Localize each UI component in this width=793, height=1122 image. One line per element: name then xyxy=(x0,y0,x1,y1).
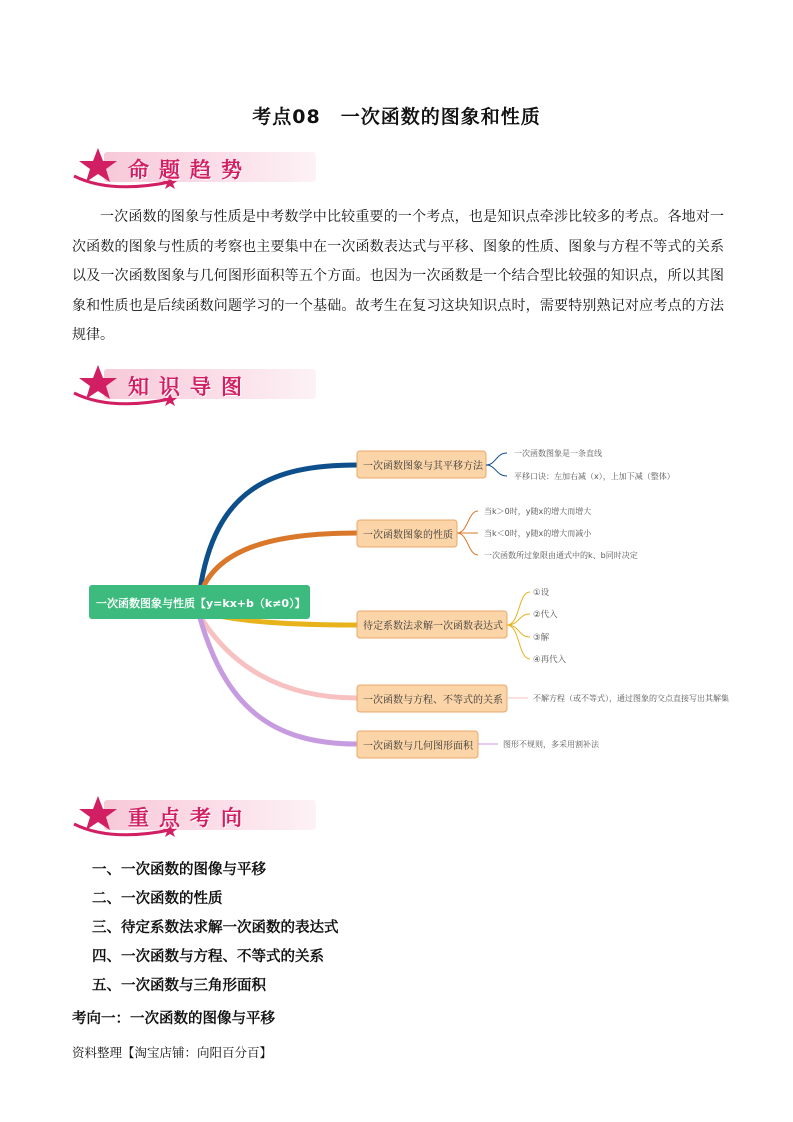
mindmap-node-label-5: 一次函数与几何图形面积 xyxy=(363,741,473,752)
focus-list-item: 三、待定系数法求解一次函数的表达式 xyxy=(92,920,339,936)
section-header-focus xyxy=(70,794,260,840)
subsection-heading: 考向一：一次函数的图像与平移 xyxy=(72,1011,275,1027)
focus-list-item: 五、一次函数与三角形面积 xyxy=(92,978,266,994)
focus-list-item: 四、一次函数与方程、不等式的关系 xyxy=(92,949,324,965)
mindmap-root-label: 一次函数图象与性质【y=kx+b（k≠0）】 xyxy=(96,597,306,610)
section-header-map xyxy=(70,363,260,409)
mindmap-leaf: 当k＜0时，y随x的增大而减小 xyxy=(484,529,592,538)
section-title: 知识导图 xyxy=(128,375,252,399)
branch-line-4 xyxy=(200,616,357,698)
footer-note: 资料整理【淘宝店铺：向阳百分百】 xyxy=(72,1045,273,1060)
mindmap-leaf: ①设 xyxy=(533,588,550,598)
intro-paragraph: 一次函数的图象与性质是中考数学中比较重要的一个考点，也是知识点牵涉比较多的考点。各地对一次函数的图象与性质的考察也主要集中在一次函数表达式与平移、图象的性质、图象与方程不等式的关系以及一次函数图象与几何图形面积等五个方面。也因为一次函数是一个结合型比较强的知识点，所以其图象和性质也是后续函数问题学习的一个基础。故考生在复习这块知识点时，需要特别熟记对应考点的方法规律。 xyxy=(72,209,724,343)
section-header-trend xyxy=(70,146,260,192)
mindmap-leaf: 不解方程（或不等式），通过图象的交点直接写出其解集 xyxy=(533,694,729,703)
leaf-connector xyxy=(507,592,530,659)
section-title: 命题趋势 xyxy=(128,158,252,182)
focus-list-item: 一、一次函数的图像与平移 xyxy=(92,862,266,878)
leaf-connector xyxy=(486,453,507,476)
mindmap-node-label-1: 一次函数图象与其平移方法 xyxy=(363,461,483,472)
mindmap-node-label-3: 待定系数法求解一次函数表达式 xyxy=(363,621,503,632)
mindmap-leaf: ②代入 xyxy=(533,610,558,620)
mind-map xyxy=(0,430,793,770)
section-title: 重点考向 xyxy=(128,806,252,830)
mindmap-leaf: 一次函数图象是一条直线 xyxy=(514,449,602,458)
mindmap-leaf: ④再代入 xyxy=(533,655,567,665)
focus-list-item: 二、一次函数的性质 xyxy=(92,891,223,907)
mindmap-leaf: 平移口诀：左加右减（x），上加下减（整体） xyxy=(514,472,675,481)
branch-line-1 xyxy=(200,465,357,590)
leaf-connector xyxy=(457,511,478,555)
mindmap-node-label-2: 一次函数图象的性质 xyxy=(363,530,453,541)
page-title: 考点08 一次函数的图象和性质 xyxy=(252,106,541,128)
mindmap-leaf: 一次函数所过象限由通式中的k、b同时决定 xyxy=(484,551,638,560)
mindmap-node-label-4: 一次函数与方程、不等式的关系 xyxy=(363,695,503,706)
branch-line-5 xyxy=(200,618,357,744)
mindmap-leaf: ③解 xyxy=(533,633,550,643)
mindmap-leaf: 当k＞0时，y随x的增大而增大 xyxy=(484,507,592,516)
mindmap-leaf: 图形不规则，多采用割补法 xyxy=(503,740,599,749)
